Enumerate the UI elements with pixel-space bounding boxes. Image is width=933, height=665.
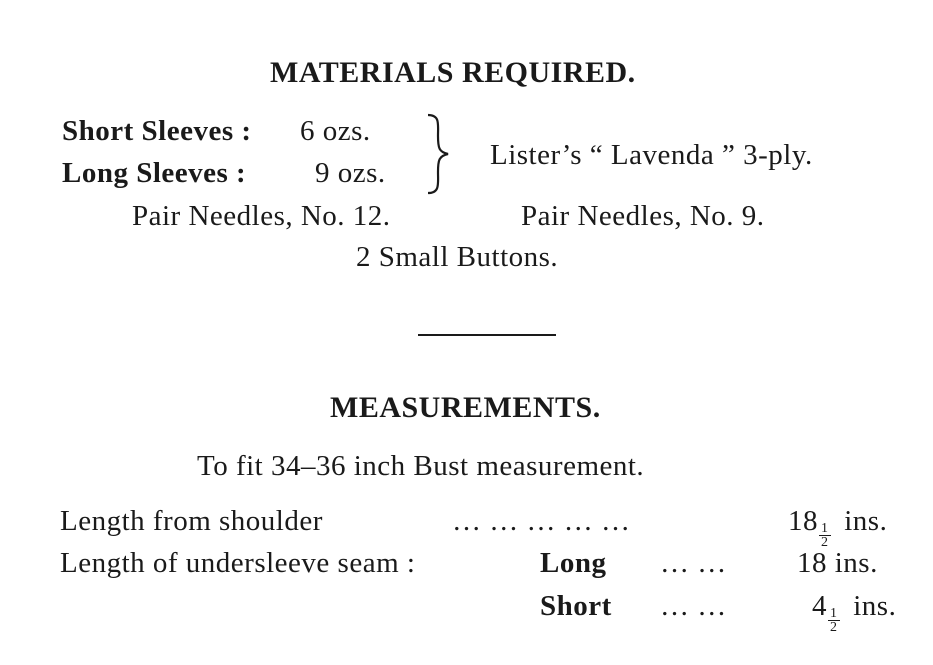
length-whole: 18 xyxy=(788,505,818,537)
materials-heading: MATERIALS REQUIRED. xyxy=(270,56,636,89)
short-whole: 4 xyxy=(812,590,827,622)
needles-no-9: Pair Needles, No. 9. xyxy=(521,200,765,232)
fraction-half xyxy=(828,607,840,634)
fraction-numerator: 1 xyxy=(830,606,838,621)
length-from-shoulder-dots: … … … … … xyxy=(452,505,631,537)
buttons-line: 2 Small Buttons. xyxy=(356,241,559,273)
measurements-heading: MEASUREMENTS. xyxy=(330,391,601,424)
fraction-denominator: 2 xyxy=(821,535,829,550)
undersleeve-seam-label: Length of undersleeve seam : xyxy=(60,547,416,579)
short-dots: … … xyxy=(660,590,727,622)
fit-line: To fit 34–36 inch Bust measurement. xyxy=(197,450,645,482)
long-value: 18 ins. xyxy=(797,547,878,579)
short-sleeves-qty: 6 ozs. xyxy=(300,115,371,147)
fraction-denominator: 2 xyxy=(830,620,838,635)
fraction-numerator: 1 xyxy=(821,521,829,536)
length-from-shoulder-label: Length from shoulder xyxy=(60,505,323,537)
length-unit: ins. xyxy=(844,505,888,537)
short-sleeves-label: Short Sleeves : xyxy=(62,115,252,147)
curly-brace-icon xyxy=(422,112,452,196)
length-from-shoulder-value xyxy=(788,505,887,549)
yarn-description: Lister’s “ Lavenda ” 3-ply. xyxy=(490,139,813,171)
short-unit: ins. xyxy=(853,590,897,622)
long-dots: … … xyxy=(660,547,727,579)
fraction-half xyxy=(819,522,831,549)
short-label: Short xyxy=(540,590,612,622)
long-label: Long xyxy=(540,547,607,579)
short-value xyxy=(812,590,896,634)
section-divider xyxy=(418,334,556,336)
needles-no-12: Pair Needles, No. 12. xyxy=(132,200,391,232)
long-sleeves-label: Long Sleeves : xyxy=(62,157,247,189)
long-sleeves-qty: 9 ozs. xyxy=(315,157,386,189)
